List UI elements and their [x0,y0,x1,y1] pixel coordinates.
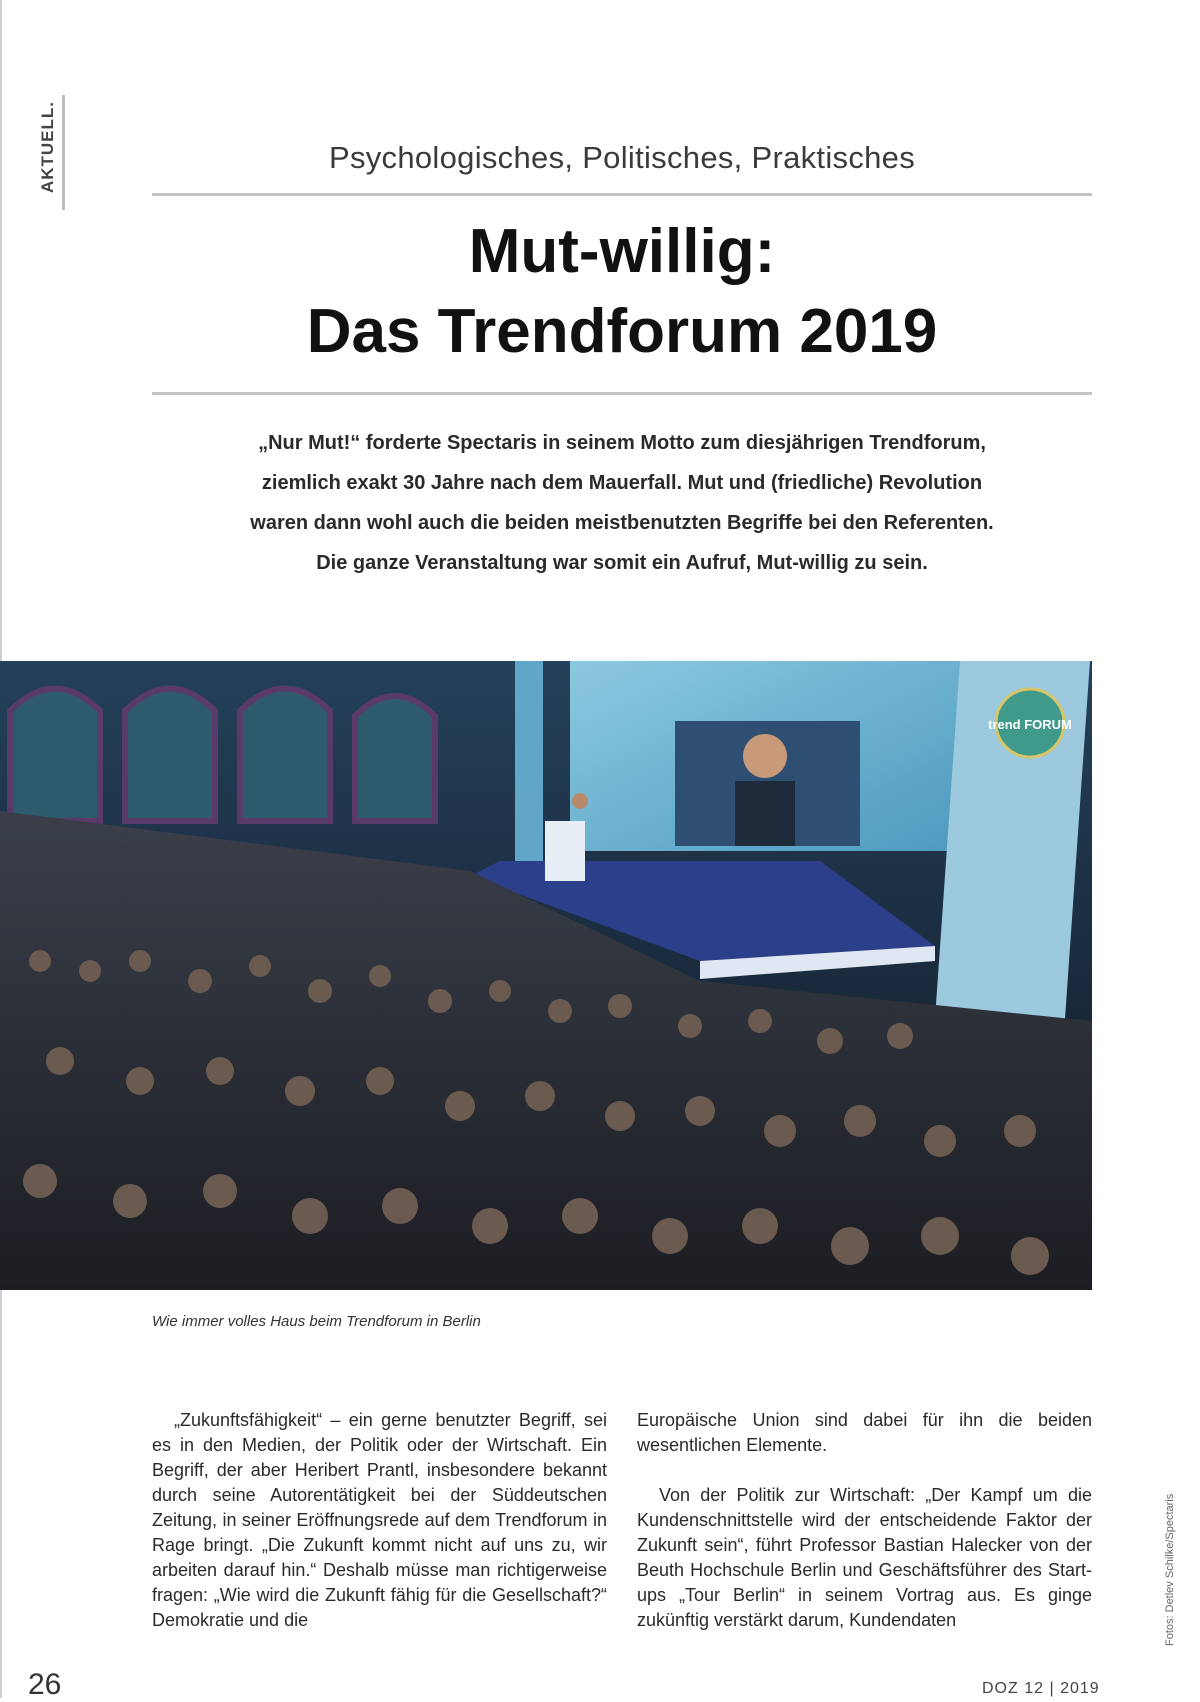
body-paragraph: „Zukunftsfähigkeit“ – ein gerne benutzter Begriff, sei es in den Medien, der Politik oder der Wirtschaft. Ein Begriff, der aber Heribert Prantl, insbesondere bekannt durch seine Autorentätigkeit bei der Süddeutschen Zeitung, in seiner Eröffnungsrede auf dem Trendforum in Rage bringt. „Die Zukunft kommt nicht auf uns zu, wir arbeiten darauf hin.“ Deshalb müsse man richtigerweise fragen: „Wie wird die Zukunft fähig für die Gesellschaft?“ Demokratie und die [152,1410,607,1630]
kicker: Psychologisches, Politisches, Praktisches [328,140,916,175]
divider-top [152,193,1092,196]
speaker-suit [735,781,795,846]
lead-paragraph [200,423,1044,583]
lead-line: ziemlich exakt 30 Jahre nach dem Mauerfall. Mut und (friedliche) Revolution [261,472,983,494]
photo-credit-text: Fotos: Detlev Schilke/Spectaris [1164,1493,1176,1646]
lead-line: „Nur Mut!“ forderte Spectaris in seinem Motto zum diesjährigen Trendforum, [258,432,986,454]
photo-caption: Wie immer volles Haus beim Trendforum in Berlin [152,1313,481,1330]
issue-label: DOZ 12 | 2019 [982,1680,1100,1697]
page-number: 26 [28,1668,62,1701]
body-column-2 [637,1408,1092,1658]
body-column-1 [152,1408,607,1658]
headline-line-2: Das Trendforum 2019 [306,297,938,366]
lectern-speaker [572,793,588,809]
left-banner [515,661,543,866]
body-paragraph: Europäische Union sind dabei für ihn die beiden wesentlichen Elemente. [637,1410,1092,1455]
divider-bottom [152,392,1092,395]
body-paragraph: Von der Politik zur Wirtschaft: „Der Kampf um die Kundenschnittstelle wird der entscheidende Faktor der Zukunft sein“, führt Professor Bastian Halecker von der Beuth Hochschule Berlin und Geschäftsführer des Start-ups „Tour Berlin“ in seinem Vortrag aus. Es ginge zukünftig verstärkt darum, Kundendaten [637,1485,1092,1630]
speaker-face [743,734,787,778]
event-photo [0,661,1092,1290]
banner-logo-text: trend FORUM [988,717,1072,732]
lectern [545,821,585,881]
section-label: AKTUELL. [38,100,57,194]
headline [152,212,1092,372]
photo-illustration [0,661,1092,1290]
lead-line: waren dann wohl auch die beiden meistbenutzten Begriffe bei den Referenten. [250,512,994,534]
section-tab [38,95,65,210]
lead-line: Die ganze Veranstaltung war somit ein Aufruf, Mut-willig zu sein. [316,552,928,574]
headline-line-1: Mut-willig: [468,217,776,286]
photo-credit [1160,1493,1176,1646]
